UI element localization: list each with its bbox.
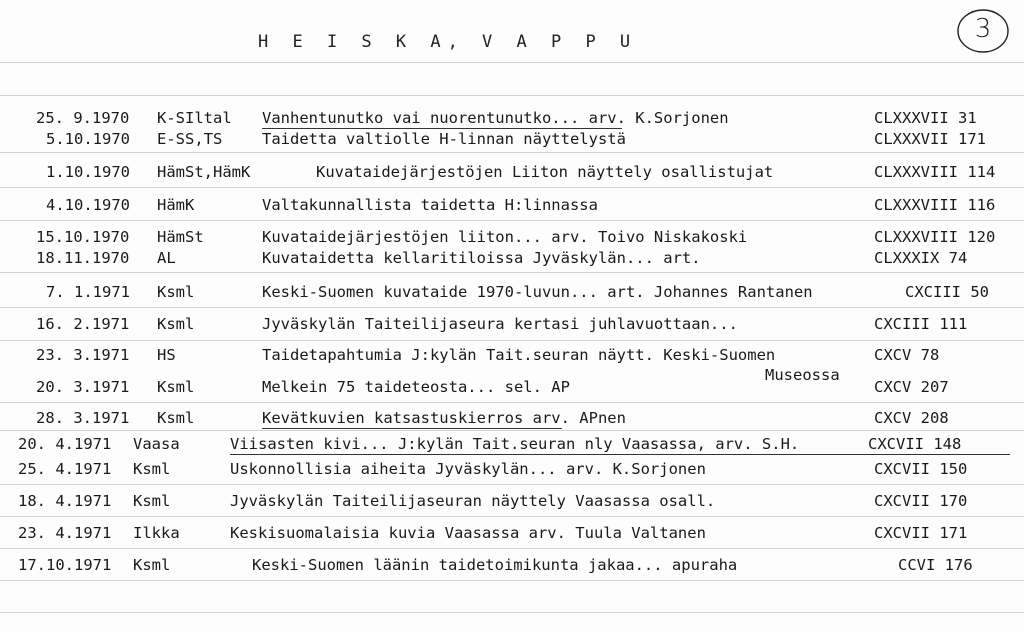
divider bbox=[0, 340, 1024, 341]
entry-text: Jyväskylän Taiteilijaseuran näyttely Vaasassa osall. bbox=[230, 492, 716, 510]
entry-ref: CXCV 207 bbox=[874, 378, 949, 396]
entry-date: 25. 9.1970 bbox=[36, 109, 130, 127]
entry-ref: CXCVII 171 bbox=[874, 524, 968, 542]
entry-source: HS bbox=[157, 346, 176, 364]
entry-ref: CXCIII 111 bbox=[874, 315, 968, 333]
entry-source: AL bbox=[157, 249, 176, 267]
list-item bbox=[0, 409, 1024, 431]
entry-ref: CXCVII 170 bbox=[874, 492, 968, 510]
divider bbox=[0, 580, 1024, 581]
entry-source: HämSt,HämK bbox=[157, 163, 251, 181]
entry-text: Keski-Suomen läänin taidetoimikunta jakaa... apuraha bbox=[252, 556, 738, 574]
list-item bbox=[0, 163, 1024, 185]
entry-date: 23. 4.1971 bbox=[18, 524, 112, 542]
entry-ref: CXCIII 50 bbox=[905, 283, 989, 301]
entry-source: Ilkka bbox=[133, 524, 180, 542]
entry-date: 16. 2.1971 bbox=[36, 315, 130, 333]
museossa-note: Museossa bbox=[765, 366, 840, 384]
divider bbox=[0, 548, 1024, 549]
list-item bbox=[0, 492, 1024, 514]
entry-date: 15.10.1970 bbox=[36, 228, 130, 246]
entry-source: E-SS,TS bbox=[157, 130, 223, 148]
divider bbox=[0, 272, 1024, 273]
entry-ref: CXCVII 150 bbox=[874, 460, 968, 478]
list-item bbox=[0, 249, 1024, 271]
entry-ref: CLXXXVIII 116 bbox=[874, 196, 996, 214]
divider bbox=[0, 516, 1024, 517]
entry-date: 28. 3.1971 bbox=[36, 409, 130, 427]
entry-source: K-SIltal bbox=[157, 109, 232, 127]
divider bbox=[0, 430, 1024, 431]
list-item bbox=[0, 315, 1024, 337]
entry-date: 23. 3.1971 bbox=[36, 346, 130, 364]
entry-ref: CLXXXVIII 120 bbox=[874, 228, 996, 246]
entry-text: Uskonnollisia aiheita Jyväskylän... arv. K.Sorjonen bbox=[230, 460, 706, 478]
entry-text: Keski-Suomen kuvataide 1970-luvun... art. Johannes Rantanen bbox=[262, 283, 813, 301]
list-item bbox=[0, 556, 1024, 578]
list-item bbox=[0, 130, 1024, 152]
list-item bbox=[0, 346, 1024, 368]
list-item bbox=[0, 524, 1024, 546]
entry-date: 18. 4.1971 bbox=[18, 492, 112, 510]
entry-date: 7. 1.1971 bbox=[46, 283, 130, 301]
entry-text: Taidetapahtumia J:kylän Tait.seuran näytt. Keski-Suomen bbox=[262, 346, 776, 364]
entry-ref: CXCV 208 bbox=[874, 409, 949, 427]
card-title: H E I S K A, V A P P U bbox=[258, 32, 638, 52]
divider bbox=[0, 402, 1024, 403]
entry-text: Melkein 75 taideteosta... sel. AP bbox=[262, 378, 570, 396]
divider bbox=[0, 95, 1024, 96]
entry-date: 20. 3.1971 bbox=[36, 378, 130, 396]
divider bbox=[0, 612, 1024, 613]
underline bbox=[230, 454, 1010, 455]
divider bbox=[0, 187, 1024, 188]
page-number-circle bbox=[955, 6, 1011, 56]
entry-date: 5.10.1970 bbox=[46, 130, 130, 148]
divider bbox=[0, 220, 1024, 221]
entry-source: Ksml bbox=[133, 556, 171, 574]
list-item bbox=[0, 283, 1024, 305]
entry-text: Kuvataidejärjestöjen Liiton näyttely osallistujat bbox=[316, 163, 774, 181]
entry-text: Vanhentunutko vai nuorentunutko... arv. K.Sorjonen bbox=[262, 109, 729, 127]
entry-text: Valtakunnallista taidetta H:linnassa bbox=[262, 196, 598, 214]
underline bbox=[262, 428, 562, 429]
list-item bbox=[0, 196, 1024, 218]
list-item bbox=[0, 228, 1024, 250]
entry-source: Ksml bbox=[157, 409, 195, 427]
entry-source: HämSt bbox=[157, 228, 204, 246]
underline bbox=[262, 128, 622, 129]
entry-source: Ksml bbox=[157, 283, 195, 301]
entry-date: 18.11.1970 bbox=[36, 249, 130, 267]
entry-text: Jyväskylän Taiteilijaseura kertasi juhlavuottaan... bbox=[262, 315, 738, 333]
entry-date: 20. 4.1971 bbox=[18, 435, 112, 453]
entry-text: Taidetta valtiolle H-linnan näyttelystä bbox=[262, 130, 626, 148]
entry-source: Ksml bbox=[157, 315, 195, 333]
divider bbox=[0, 152, 1024, 153]
list-item bbox=[0, 435, 1024, 457]
list-item bbox=[0, 109, 1024, 131]
entry-ref: CLXXXVIII 114 bbox=[874, 163, 996, 181]
entry-text: Viisasten kivi... J:kylän Tait.seuran nly Vaasassa, arv. S.H. bbox=[230, 435, 800, 453]
entry-source: HämK bbox=[157, 196, 195, 214]
entry-date: 1.10.1970 bbox=[46, 163, 130, 181]
entry-source: Vaasa bbox=[133, 435, 180, 453]
divider bbox=[0, 307, 1024, 308]
entry-source: Ksml bbox=[133, 492, 171, 510]
page-number: 3 bbox=[974, 14, 992, 44]
entry-text: Kuvataidetta kellaritiloissa Jyväskylän... art. bbox=[262, 249, 701, 267]
list-item bbox=[0, 460, 1024, 482]
entry-text: Keskisuomalaisia kuvia Vaasassa arv. Tuula Valtanen bbox=[230, 524, 706, 542]
entry-date: 17.10.1971 bbox=[18, 556, 112, 574]
entry-date: 4.10.1970 bbox=[46, 196, 130, 214]
entry-source: Ksml bbox=[157, 378, 195, 396]
entry-ref: CLXXXVII 31 bbox=[874, 109, 977, 127]
divider bbox=[0, 484, 1024, 485]
entry-ref: CXCV 78 bbox=[874, 346, 940, 364]
entry-source: Ksml bbox=[133, 460, 171, 478]
entry-text: Kuvataidejärjestöjen liiton... arv. Toivo Niskakoski bbox=[262, 228, 748, 246]
entry-ref: CLXXXIX 74 bbox=[874, 249, 968, 267]
divider bbox=[0, 62, 1024, 63]
list-item bbox=[0, 378, 1024, 400]
entry-date: 25. 4.1971 bbox=[18, 460, 112, 478]
entry-ref: CLXXXVII 171 bbox=[874, 130, 986, 148]
entry-ref: CCVI 176 bbox=[898, 556, 973, 574]
entry-ref: CXCVII 148 bbox=[868, 435, 962, 453]
entry-text: Kevätkuvien katsastuskierros arv. APnen bbox=[262, 409, 626, 427]
